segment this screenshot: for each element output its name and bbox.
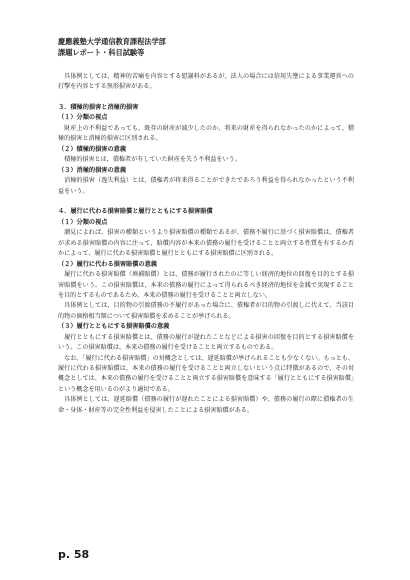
section-3-3-heading: （３）消極的損害の意義 [58, 166, 127, 174]
section-4 [58, 207, 354, 416]
section-4-3-text-2: なお、「履行に代わる損害賠償」の対概念としては、遅延賠償が挙げられることも少なくない。もっとも、履行に代わる損害賠償は、本来の債務の履行を受けることと両立しないという点に特徴があるので、その対概念としては、本来の債務の履行を受けることと両立する損害賠償を意味する「履行とともにする損害賠償」という概念を用いるのがより適切である。 [58, 354, 354, 393]
section-4-2-text-1: 履行に代わる損害賠償（填補賠償）とは、債務が履行されたのに等しい経済的地位の回復を目的とする損害賠償をいう。この損害賠償は、本来の債務の履行によって得られるべき経済的地位を金銭で実現することを目的とするものであるため、本来の債務の履行を受けることと両立しない。 [58, 271, 354, 300]
section-4-2-text-2: 具体例としては、目的物の引渡債務の不履行があった場合に、債権者が目的物の引渡しに代えて、当該目的物の価格相当額について損害賠償を求めることが挙げられる。 [58, 302, 354, 320]
section-3-2-heading: （２）積極的損害の意義 [58, 145, 127, 153]
section-4-3-text-3: 具体例としては、遅延賠償（債務の履行が遅れたことによる損害賠償）や、債務の履行の際に債権者の生命・身体・財産等の完全性利益を侵害したことによる損害賠償がある。 [58, 396, 354, 414]
section-4-2-heading: （２）履行に代わる損害賠償の意義 [58, 260, 157, 268]
section-4-3-heading: （３）履行とともにする損害賠償の意義 [58, 323, 170, 331]
header-institution: 慶應義塾大学通信教育課程法学部 [58, 37, 166, 46]
document-header [58, 36, 354, 58]
section-4-heading: ４．履行に代わる損害賠償と履行とともにする損害賠償 [58, 208, 213, 216]
section-3 [58, 103, 354, 197]
section-4-1-heading: （１）分類の視点 [58, 218, 108, 226]
intro-paragraph: 具体例としては、精神的苦痛を内容とする慰謝料があるが、法人の場合には信用失墜による事業運営への打撃を内容とする無形損害がある。 [58, 73, 354, 91]
section-4-1-text: 潮見によれば、損害の種類というより損害賠償の種類であるが、債務不履行に基づく損害賠償は、債権者が求める損害賠償の内容に注って、賠償内容が本来の債務の履行を受けることと両立する性質を有するか否かによって、履行に代わる損害賠償と履行とともにする損害賠償に区別される。 [58, 229, 354, 258]
section-3-3-text: 消極的損害（逸失利益）とは、債権者が将来得ることができたであろう利益を得られなかったという不利益をいう。 [58, 177, 354, 195]
section-3-1-heading: （１）分類の視点 [58, 114, 108, 122]
header-subtitle: 課題レポート・科目試験等 [58, 48, 145, 57]
document-body [58, 72, 354, 416]
section-3-1-text: 財産上の不利益であっても、既存の財産が減少したのか、将来の財産を得られなかったのかによって、積極的損害と消極的損害に区別される。 [58, 125, 354, 143]
section-3-2-text: 積極的損害とは、債権者が有していた財産を失う不利益をいう。 [64, 156, 241, 164]
page-number: p. 58 [58, 548, 90, 561]
section-3-heading: ３．積極的損害と消極的損害 [58, 103, 139, 111]
section-4-3-text-1: 履行とともにする損害賠償とは、債務の履行が遅れたことなどによる損害の回復を目的とする損害賠償をいう。この損害賠償は、本来の債務の履行を受けることと両立するものである。 [58, 333, 354, 352]
